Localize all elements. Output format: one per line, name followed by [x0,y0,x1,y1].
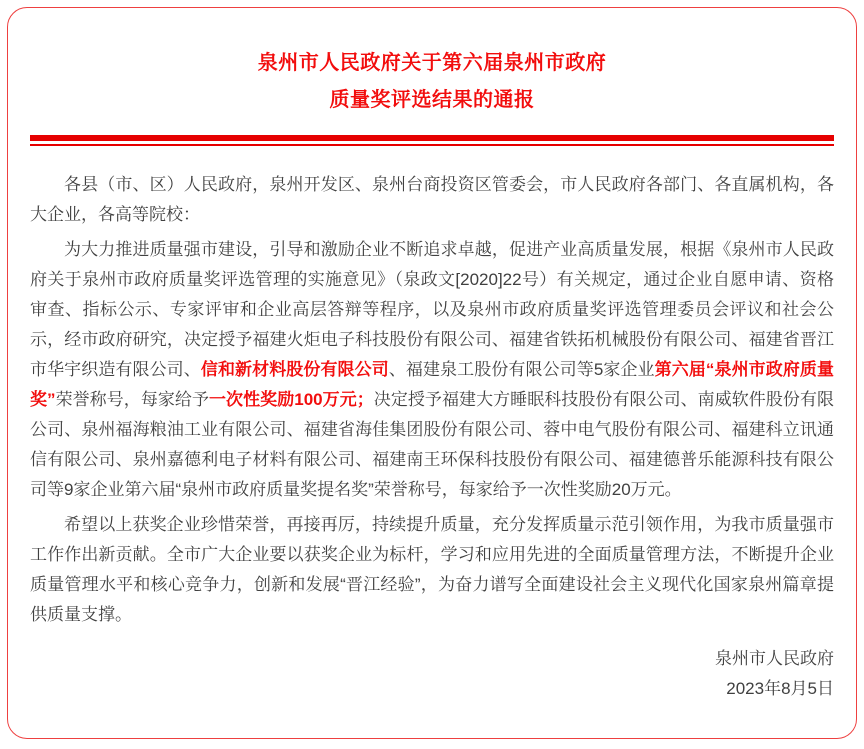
document-body [30,170,834,630]
text-segment: 决定授予福建大方睡眠科技股份有限公司、南威软件股份有限公司、泉州福海粮油工业有限公司、福建省海佳集团股份有限公司、蓉中电气股份有限公司、福建科立讯通信有限公司、泉州嘉德利电子材料有限公司、福建南王环保科技股份有限公司、福建德普乐能源科技有限公司等9家企业第六届“泉州市政府质量奖提名奖”荣誉称号，每家给予一次性奖励20万元。 [30,390,834,499]
signature-date: 2023年8月5日 [726,679,834,698]
highlight-text: 一次性奖励100万元； [209,390,374,409]
divider-thin-rule [30,144,834,146]
document-title [8,45,856,119]
signature-author: 泉州市人民政府 [715,649,834,668]
paragraph [30,170,834,230]
text-segment: 各县（市、区）人民政府，泉州开发区、泉州台商投资区管委会，市人民政府各部门、各直属机构，各大企业，各高等院校： [30,175,834,224]
text-segment: 希望以上获奖企业珍惜荣誉，再接再厉，持续提升质量，充分发挥质量示范引领作用，为我市质量强市工作作出新贡献。全市广大企业要以获奖企业为标杆，学习和应用先进的全面质量管理方法，不断提升企业质量管理水平和核心竞争力，创新和发展“晋江经验”，为奋力谱写全面建设社会主义现代化国家泉州篇章提供质量支撑。 [30,515,834,624]
highlight-text: 信和新材料股份有限公司 [200,360,389,379]
paragraph [30,235,834,505]
text-segment: 、福建泉工股份有限公司等5家企业 [388,360,655,379]
text-segment: 荣誉称号，每家给予 [55,390,210,409]
document-frame [7,7,857,739]
title-divider [30,135,834,146]
highlight-text: 第六届“泉州市政府质量奖” [30,360,834,409]
document-title-line-2: 质量奖评选结果的通报 [329,89,535,111]
document-title-line-1: 泉州市人民政府关于第六届泉州市政府 [257,52,607,74]
text-segment: 为大力推进质量强市建设，引导和激励企业不断追求卓越，促进产业高质量发展，根据《泉州市人民政府关于泉州市政府质量奖评选管理的实施意见》（泉政文[2020]22号）有关规定，通过企业自愿申请、资格审查、指标公示、专家评审和企业高层答辩等程序，以及泉州市政府质量奖评选管理委员会评议和社会公示，经市政府研究，决定授予福建火炬电子科技股份有限公司、福建省铁拓机械股份有限公司、福建省晋江市华宇织造有限公司、 [30,240,834,379]
paragraph [30,510,834,630]
divider-thick-rule [30,135,834,141]
signature-block [30,644,834,704]
